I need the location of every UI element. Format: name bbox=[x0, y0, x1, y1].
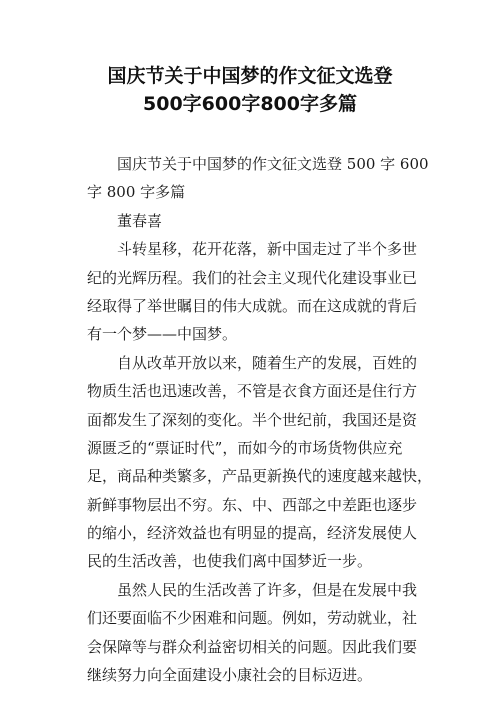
subtitle-line-2: 字 800 字多篇 bbox=[87, 183, 186, 202]
paragraph-2-line-3: 面都发生了深刻的变化。半个世纪前，我国还是资 bbox=[87, 410, 418, 429]
document-body bbox=[87, 150, 433, 689]
paragraph-3-line-4: 继续努力向全面建设小康社会的目标迈进。 bbox=[87, 666, 373, 685]
paragraph-3-line-3: 会保障等与群众利益密切相关的问题。因此我们要 bbox=[87, 637, 418, 656]
paragraph-2-line-6: 新鲜事物层出不穷。东、中、西部之中差距也逐步 bbox=[87, 495, 418, 514]
paragraph-2-line-1: 自从改革开放以来，随着生产的发展，百姓的 bbox=[117, 353, 418, 372]
document-title-line-1: 国庆节关于中国梦的作文征文选登 bbox=[107, 65, 393, 87]
paragraph-2-line-4: 源匮乏的“票证时代”，而如今的市场货物供应充 bbox=[87, 438, 403, 457]
paragraph-1-line-1: 斗转星移，花开花落，新中国走过了半个多世 bbox=[117, 240, 418, 259]
paragraph-2-line-8: 民的生活改善，也使我们离中国梦近一步。 bbox=[87, 552, 373, 571]
author-name: 董春喜 bbox=[117, 211, 163, 230]
subtitle-line-1: 国庆节关于中国梦的作文征文选登 500 字 600 bbox=[117, 155, 429, 173]
paragraph-3-line-1: 虽然人民的生活改善了许多，但是在发展中我 bbox=[117, 580, 418, 599]
paragraph-2-line-2: 物质生活也迅速改善，不管是衣食方面还是住行方 bbox=[87, 382, 418, 401]
paragraph-1-line-3: 经取得了举世瞩目的伟大成就。而在这成就的背后 bbox=[87, 296, 418, 315]
paragraph-2-line-5: 足，商品种类繁多，产品更新换代的速度越来越快， bbox=[87, 467, 433, 486]
paragraph-1-line-2: 纪的光辉历程。我们的社会主义现代化建设事业已 bbox=[87, 268, 418, 287]
document-title-line-2: 500字600字800字多篇 bbox=[143, 93, 357, 115]
paragraph-3-line-2: 们还要面临不少困难和问题。例如，劳动就业，社 bbox=[87, 609, 418, 628]
paragraph-1-line-4: 有一个梦——中国梦。 bbox=[87, 325, 238, 344]
paragraph-2-line-7: 的缩小，经济效益也有明显的提高，经济发展使人 bbox=[87, 524, 418, 543]
